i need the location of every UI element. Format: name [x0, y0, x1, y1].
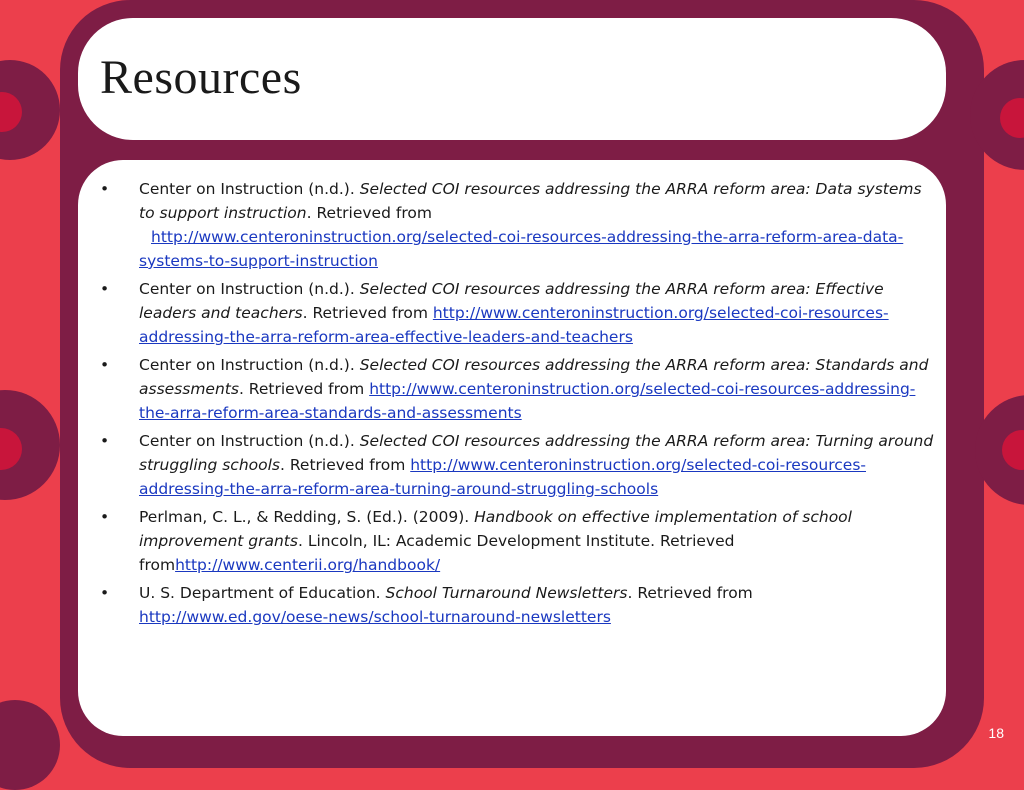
reference-lead: Perlman, C. L., & Redding, S. (Ed.). (2009). [139, 508, 475, 526]
reference-after: . Retrieved from [627, 584, 753, 602]
reference-after: . Retrieved from [280, 456, 411, 474]
bullet: • [100, 508, 110, 526]
bullet: • [100, 356, 110, 374]
reference-item [78, 353, 946, 425]
reference-title: Selected COI resources addressing the ARRA reform area: Turning around struggling schools [139, 432, 934, 474]
bullet: • [100, 180, 110, 198]
reference-title: Selected COI resources addressing the ARRA reform area: Standards and assessments [139, 356, 929, 398]
reference-lead: U. S. Department of Education. [139, 584, 386, 602]
bullet: • [100, 584, 110, 602]
reference-lead: Center on Instruction (n.d.). [139, 432, 360, 450]
reference-link[interactable]: http://www.centeroninstruction.org/selected-coi-resources-addressing-the-arra-reform-area-data-systems-to-support-instruction [139, 228, 904, 270]
reference-item [78, 277, 946, 349]
reference-list [78, 177, 946, 633]
reference-item [78, 505, 946, 577]
reference-lead: Center on Instruction (n.d.). [139, 180, 360, 198]
reference-after: . Lincoln, IL: Academic Development Institute. Retrieved from [139, 532, 735, 574]
page-title: Resources [100, 51, 302, 104]
bullet: • [100, 432, 110, 450]
reference-link[interactable]: http://www.centeroninstruction.org/selected-coi-resources-addressing-the-arra-reform-area-turning-around-struggling-schools [139, 456, 866, 498]
reference-after: . Retrieved from [306, 204, 432, 222]
content-panel [78, 160, 946, 736]
reference-item [78, 177, 946, 273]
reference-title: Handbook on effective implementation of school improvement grants [139, 508, 852, 550]
reference-lead: Center on Instruction (n.d.). [139, 356, 360, 374]
reference-item [78, 581, 946, 629]
page-number: 18 [988, 725, 1004, 741]
reference-link[interactable]: http://www.ed.gov/oese-news/school-turnaround-newsletters [139, 608, 611, 626]
reference-title: School Turnaround Newsletters [385, 584, 628, 602]
reference-lead: Center on Instruction (n.d.). [139, 280, 360, 298]
reference-link[interactable]: http://www.centeroninstruction.org/selected-coi-resources-addressing-the-arra-reform-area-effective-leaders-and-teachers [139, 304, 889, 346]
reference-link[interactable]: http://www.centeroninstruction.org/selected-coi-resources-addressing-the-arra-reform-area-standards-and-assessments [139, 380, 916, 422]
decor-circle-left-3 [0, 700, 60, 790]
reference-after: . Retrieved from [302, 304, 433, 322]
title-panel [78, 18, 946, 140]
reference-title: Selected COI resources addressing the ARRA reform area: Effective leaders and teachers [139, 280, 884, 322]
reference-title: Selected COI resources addressing the ARRA reform area: Data systems to support instruction [139, 180, 922, 222]
reference-item [78, 429, 946, 501]
reference-link[interactable]: http://www.centerii.org/handbook/ [175, 556, 441, 574]
reference-after: . Retrieved from [238, 380, 370, 398]
bullet: • [100, 280, 110, 298]
